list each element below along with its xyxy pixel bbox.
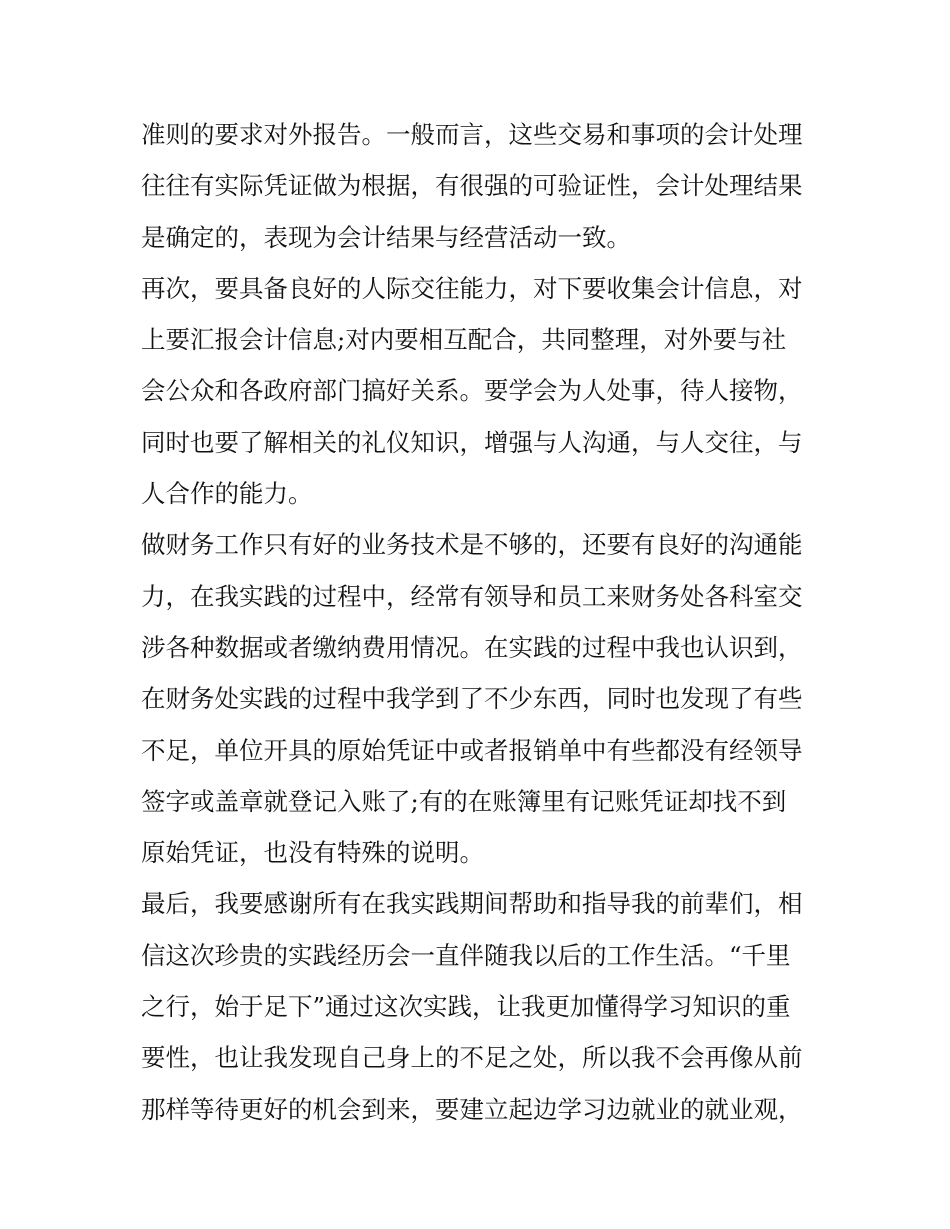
text-line: 人合作的能力。 xyxy=(141,479,313,509)
text-line: 信这次珍贵的实践经历会一直伴随我以后的工作生活。“千里 xyxy=(141,940,791,970)
text-line: 上要汇报会计信息;对内要相互配合，共同整理，对外要与社 xyxy=(141,325,787,355)
text-line: 在财务处实践的过程中我学到了不少东西，同时也发现了有些 xyxy=(141,684,803,714)
text-line: 那样等待更好的机会到来，要建立起边学习边就业的就业观， xyxy=(141,1094,803,1124)
text-line: 最后，我要感谢所有在我实践期间帮助和指导我的前辈们，相 xyxy=(141,889,803,919)
text-line: 准则的要求对外报告。一般而言，这些交易和事项的会计处理 xyxy=(141,120,803,149)
text-line: 做财务工作只有好的业务技术是不够的，还要有良好的沟通能 xyxy=(141,530,803,560)
body-text xyxy=(141,109,821,1135)
text-line: 会公众和各政府部门搞好关系。要学会为人处事，待人接物， xyxy=(141,376,803,406)
text-line: 原始凭证，也没有特殊的说明。 xyxy=(141,838,484,868)
text-line: 签字或盖章就登记入账了;有的在账簿里有记账凭证却找不到 xyxy=(141,786,787,816)
text-line: 力，在我实践的过程中，经常有领导和员工来财务处各科室交 xyxy=(141,581,803,611)
text-line: 往往有实际凭证做为根据，有很强的可验证性，会计处理结果 xyxy=(141,171,803,201)
text-line: 涉各种数据或者缴纳费用情况。在实践的过程中我也认识到， xyxy=(141,632,803,662)
text-line: 要性，也让我发现自己身上的不足之处，所以我不会再像从前 xyxy=(141,1043,803,1073)
text-line: 同时也要了解相关的礼仪知识，增强与人沟通，与人交往，与 xyxy=(141,427,803,457)
text-line: 是确定的，表现为会计结果与经营活动一致。 xyxy=(141,222,631,252)
text-line: 之行，始于足下”通过这次实践，让我更加懂得学习知识的重 xyxy=(141,992,791,1022)
text-line: 不足，单位开具的原始凭证中或者报销单中有些都没有经领导 xyxy=(141,735,803,765)
text-line: 再次，要具备良好的人际交往能力，对下要收集会计信息，对 xyxy=(141,273,803,303)
